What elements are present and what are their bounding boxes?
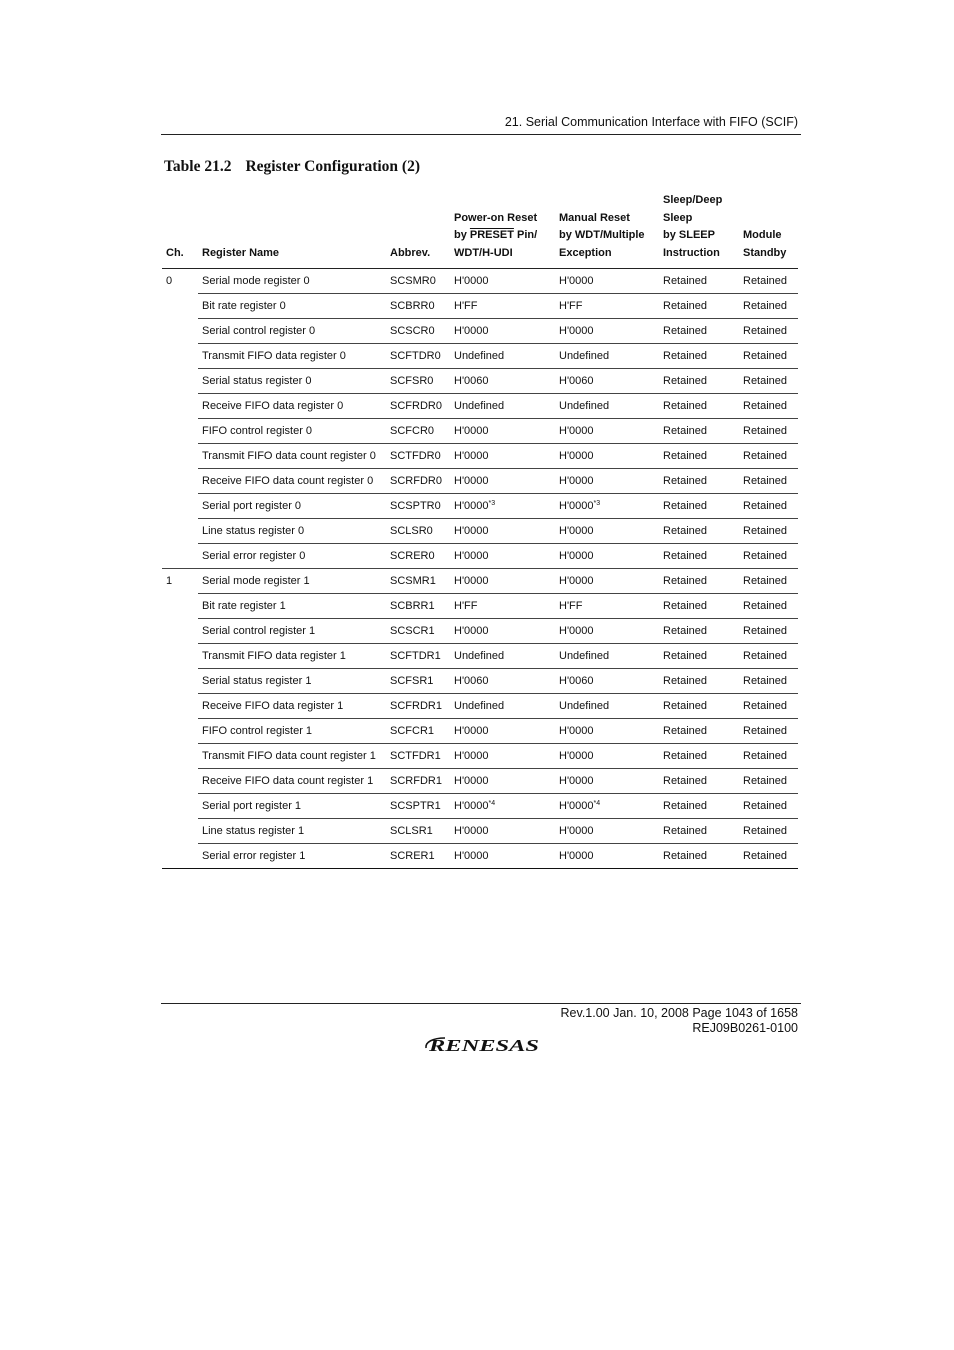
table-row [162, 394, 798, 419]
cell-module-standby: Retained [739, 569, 798, 594]
cell-power-on-reset: H'0000 [450, 469, 555, 494]
cell-ch [162, 394, 198, 419]
cell-register-name: Serial mode register 1 [198, 569, 386, 594]
cell-power-on-reset: H'0000 [450, 819, 555, 844]
footnote-ref: *3 [488, 499, 496, 507]
cell-power-on-reset: H'0000 [450, 269, 555, 294]
cell-manual-reset: H'0060 [555, 669, 659, 694]
cell-abbrev: SCFTDR0 [386, 344, 450, 369]
svg-text:RENESAS: RENESAS [427, 1036, 539, 1055]
table-row [162, 344, 798, 369]
cell-register-name: Receive FIFO data count register 1 [198, 769, 386, 794]
cell-power-on-reset: H'0000 [450, 844, 555, 869]
cell-sleep: Retained [659, 344, 739, 369]
cell-register-name: Receive FIFO data register 1 [198, 694, 386, 719]
cell-manual-reset: H'0000 [555, 469, 659, 494]
cell-manual-reset: H'0000 [555, 269, 659, 294]
cell-register-name: Serial status register 1 [198, 669, 386, 694]
cell-power-on-reset: H'0000 [450, 319, 555, 344]
cell-ch [162, 619, 198, 644]
cell-sleep: Retained [659, 569, 739, 594]
cell-register-name: Transmit FIFO data count register 0 [198, 444, 386, 469]
cell-abbrev: SCRFDR1 [386, 769, 450, 794]
revision-info: Rev.1.00 Jan. 10, 2008 Page 1043 of 1658 [560, 1006, 798, 1020]
cell-module-standby: Retained [739, 794, 798, 819]
cell-manual-reset: H'0000 [555, 544, 659, 569]
cell-power-on-reset: H'0000 [450, 744, 555, 769]
cell-module-standby: Retained [739, 294, 798, 319]
cell-power-on-reset: H'0060 [450, 669, 555, 694]
footer-divider [161, 1003, 801, 1004]
cell-module-standby: Retained [739, 644, 798, 669]
cell-manual-reset: Undefined [555, 694, 659, 719]
cell-sleep: Retained [659, 619, 739, 644]
cell-module-standby: Retained [739, 819, 798, 844]
cell-power-on-reset: H'0000 [450, 619, 555, 644]
cell-module-standby: Retained [739, 694, 798, 719]
table-row [162, 469, 798, 494]
cell-register-name: Receive FIFO data register 0 [198, 394, 386, 419]
cell-sleep: Retained [659, 844, 739, 869]
cell-power-on-reset: H'FF [450, 294, 555, 319]
cell-power-on-reset: H'0000 [450, 569, 555, 594]
renesas-logo [423, 1034, 543, 1056]
footnote-ref: *3 [593, 499, 601, 507]
footnote-ref: *4 [488, 799, 496, 807]
cell-sleep: Retained [659, 544, 739, 569]
cell-ch [162, 544, 198, 569]
table-row [162, 719, 798, 744]
cell-sleep: Retained [659, 444, 739, 469]
cell-abbrev: SCRFDR0 [386, 469, 450, 494]
cell-manual-reset: Undefined [555, 344, 659, 369]
header-divider [161, 134, 801, 135]
cell-register-name: Line status register 0 [198, 519, 386, 544]
col-header-sleep: Sleep/Deep Sleep by SLEEP Instruction [659, 192, 739, 269]
cell-manual-reset: H'0000 [555, 819, 659, 844]
table-row [162, 619, 798, 644]
cell-module-standby: Retained [739, 419, 798, 444]
cell-manual-reset: H'0060 [555, 369, 659, 394]
cell-module-standby: Retained [739, 744, 798, 769]
col-header-abbrev: Abbrev. [386, 192, 450, 269]
cell-abbrev: SCRER0 [386, 544, 450, 569]
running-header: 21. Serial Communication Interface with FIFO (SCIF) [504, 115, 798, 129]
cell-ch: 1 [166, 574, 173, 587]
table-row [162, 269, 798, 294]
table-row [162, 319, 798, 344]
col-header-manual-reset: Manual Reset by WDT/Multiple Exception [555, 192, 659, 269]
cell-ch [162, 494, 198, 519]
cell-manual-reset: H'0000 [555, 844, 659, 869]
table-row [162, 769, 798, 794]
cell-register-name: Bit rate register 0 [198, 294, 386, 319]
cell-register-name: FIFO control register 0 [198, 419, 386, 444]
cell-power-on-reset: H'0000 [450, 769, 555, 794]
cell-register-name: Transmit FIFO data register 0 [198, 344, 386, 369]
table-caption [164, 158, 420, 176]
cell-sleep: Retained [659, 419, 739, 444]
cell-abbrev: SCRER1 [386, 844, 450, 869]
cell-sleep: Retained [659, 669, 739, 694]
cell-power-on-reset: H'0000$^{*4}$ [450, 794, 555, 819]
cell-power-on-reset: H'0000 [450, 519, 555, 544]
cell-sleep: Retained [659, 294, 739, 319]
table-row [162, 419, 798, 444]
cell-ch [162, 469, 198, 494]
cell-manual-reset: Undefined [555, 394, 659, 419]
col-header-ch: Ch. [162, 192, 198, 269]
cell-abbrev: SCFCR1 [386, 719, 450, 744]
cell-abbrev: SCSMR1 [386, 569, 450, 594]
table-row [162, 844, 798, 869]
cell-module-standby: Retained [739, 369, 798, 394]
table-row [162, 819, 798, 844]
cell-abbrev: SCFCR0 [386, 419, 450, 444]
register-table [162, 192, 798, 869]
cell-manual-reset: H'0000 [555, 519, 659, 544]
cell-power-on-reset: H'0000 [450, 444, 555, 469]
cell-manual-reset: Undefined [555, 644, 659, 669]
cell-manual-reset: H'FF [555, 294, 659, 319]
cell-register-name: Receive FIFO data count register 0 [198, 469, 386, 494]
cell-power-on-reset: H'0000 [450, 544, 555, 569]
cell-abbrev: SCSPTR0 [386, 494, 450, 519]
cell-module-standby: Retained [739, 444, 798, 469]
cell-ch [162, 294, 198, 319]
cell-module-standby: Retained [739, 669, 798, 694]
cell-sleep: Retained [659, 269, 739, 294]
cell-abbrev: SCSPTR1 [386, 794, 450, 819]
cell-sleep: Retained [659, 644, 739, 669]
cell-ch [162, 769, 198, 794]
cell-manual-reset: H'0000 [555, 719, 659, 744]
table-number: Table 21.2 [164, 158, 232, 175]
cell-abbrev: SCSMR0 [386, 269, 450, 294]
cell-register-name: Serial control register 0 [198, 319, 386, 344]
cell-manual-reset: H'0000 [555, 419, 659, 444]
cell-ch [162, 694, 198, 719]
cell-module-standby: Retained [739, 719, 798, 744]
cell-manual-reset: H'0000$^{*3}$ [555, 494, 659, 519]
cell-power-on-reset: H'0000$^{*3}$ [450, 494, 555, 519]
table-row [162, 444, 798, 469]
cell-sleep: Retained [659, 594, 739, 619]
cell-register-name: Serial error register 1 [198, 844, 386, 869]
table-row [162, 744, 798, 769]
cell-sleep: Retained [659, 819, 739, 844]
table-row [162, 494, 798, 519]
cell-module-standby: Retained [739, 269, 798, 294]
cell-abbrev: SCTFDR0 [386, 444, 450, 469]
cell-register-name: FIFO control register 1 [198, 719, 386, 744]
cell-register-name: Serial control register 1 [198, 619, 386, 644]
cell-ch [162, 844, 198, 869]
cell-sleep: Retained [659, 719, 739, 744]
cell-sleep: Retained [659, 319, 739, 344]
cell-abbrev: SCLSR1 [386, 819, 450, 844]
cell-abbrev: SCFSR0 [386, 369, 450, 394]
cell-register-name: Serial port register 1 [198, 794, 386, 819]
cell-manual-reset: H'0000$^{*4}$ [555, 794, 659, 819]
cell-sleep: Retained [659, 519, 739, 544]
cell-module-standby: Retained [739, 319, 798, 344]
cell-abbrev: SCSCR1 [386, 619, 450, 644]
cell-ch [162, 519, 198, 544]
cell-abbrev: SCTFDR1 [386, 744, 450, 769]
cell-abbrev: SCFTDR1 [386, 644, 450, 669]
cell-register-name: Serial error register 0 [198, 544, 386, 569]
table-row [162, 519, 798, 544]
cell-manual-reset: H'0000 [555, 569, 659, 594]
cell-module-standby: Retained [739, 619, 798, 644]
table-row [162, 794, 798, 819]
cell-sleep: Retained [659, 694, 739, 719]
cell-ch [162, 669, 198, 694]
cell-ch: 0 [166, 274, 173, 287]
cell-sleep: Retained [659, 394, 739, 419]
cell-sleep: Retained [659, 744, 739, 769]
cell-register-name: Transmit FIFO data register 1 [198, 644, 386, 669]
table-row [162, 694, 798, 719]
table-row [162, 369, 798, 394]
cell-abbrev: SCFRDR1 [386, 694, 450, 719]
cell-ch [162, 819, 198, 844]
cell-power-on-reset: H'0060 [450, 369, 555, 394]
cell-power-on-reset: Undefined [450, 694, 555, 719]
cell-power-on-reset: Undefined [450, 394, 555, 419]
cell-register-name: Bit rate register 1 [198, 594, 386, 619]
cell-ch [162, 369, 198, 394]
cell-module-standby: Retained [739, 544, 798, 569]
cell-ch [162, 744, 198, 769]
cell-module-standby: Retained [739, 494, 798, 519]
cell-manual-reset: H'0000 [555, 769, 659, 794]
cell-abbrev: SCBRR1 [386, 594, 450, 619]
cell-module-standby: Retained [739, 394, 798, 419]
cell-sleep: Retained [659, 494, 739, 519]
table-header-row [162, 192, 798, 269]
cell-module-standby: Retained [739, 469, 798, 494]
table-row [162, 644, 798, 669]
cell-ch [162, 444, 198, 469]
cell-manual-reset: H'0000 [555, 744, 659, 769]
table-title: Register Configuration (2) [245, 158, 420, 175]
cell-register-name: Serial port register 0 [198, 494, 386, 519]
table-row [162, 294, 798, 319]
cell-manual-reset: H'0000 [555, 619, 659, 644]
cell-manual-reset: H'0000 [555, 319, 659, 344]
col-header-register-name: Register Name [198, 192, 386, 269]
cell-ch [162, 419, 198, 444]
document-number: REJ09B0261-0100 [692, 1021, 798, 1035]
table-row [162, 569, 798, 594]
col-header-power-on-reset: Power-on Reset by PRESET Pin/ WDT/H-UDI [450, 192, 555, 269]
cell-register-name: Line status register 1 [198, 819, 386, 844]
footnote-ref: *4 [593, 799, 601, 807]
cell-abbrev: SCLSR0 [386, 519, 450, 544]
cell-ch [162, 719, 198, 744]
cell-abbrev: SCFSR1 [386, 669, 450, 694]
table-row [162, 544, 798, 569]
cell-abbrev: SCSCR0 [386, 319, 450, 344]
cell-module-standby: Retained [739, 769, 798, 794]
cell-module-standby: Retained [739, 344, 798, 369]
table-row [162, 594, 798, 619]
cell-module-standby: Retained [739, 844, 798, 869]
cell-ch [162, 594, 198, 619]
cell-sleep: Retained [659, 794, 739, 819]
table-body [162, 269, 798, 869]
cell-abbrev: SCFRDR0 [386, 394, 450, 419]
cell-ch [162, 319, 198, 344]
cell-ch [162, 344, 198, 369]
cell-register-name: Serial status register 0 [198, 369, 386, 394]
table-row [162, 669, 798, 694]
cell-sleep: Retained [659, 769, 739, 794]
cell-abbrev: SCBRR0 [386, 294, 450, 319]
cell-module-standby: Retained [739, 594, 798, 619]
cell-power-on-reset: H'0000 [450, 719, 555, 744]
cell-power-on-reset: Undefined [450, 344, 555, 369]
cell-manual-reset: H'FF [555, 594, 659, 619]
cell-power-on-reset: H'FF [450, 594, 555, 619]
cell-sleep: Retained [659, 369, 739, 394]
cell-manual-reset: H'0000 [555, 444, 659, 469]
cell-register-name: Transmit FIFO data count register 1 [198, 744, 386, 769]
cell-ch [162, 794, 198, 819]
col-header-module-standby: Module Standby [739, 192, 798, 269]
cell-module-standby: Retained [739, 519, 798, 544]
cell-register-name: Serial mode register 0 [198, 269, 386, 294]
cell-power-on-reset: Undefined [450, 644, 555, 669]
cell-ch [162, 644, 198, 669]
cell-power-on-reset: H'0000 [450, 419, 555, 444]
cell-sleep: Retained [659, 469, 739, 494]
